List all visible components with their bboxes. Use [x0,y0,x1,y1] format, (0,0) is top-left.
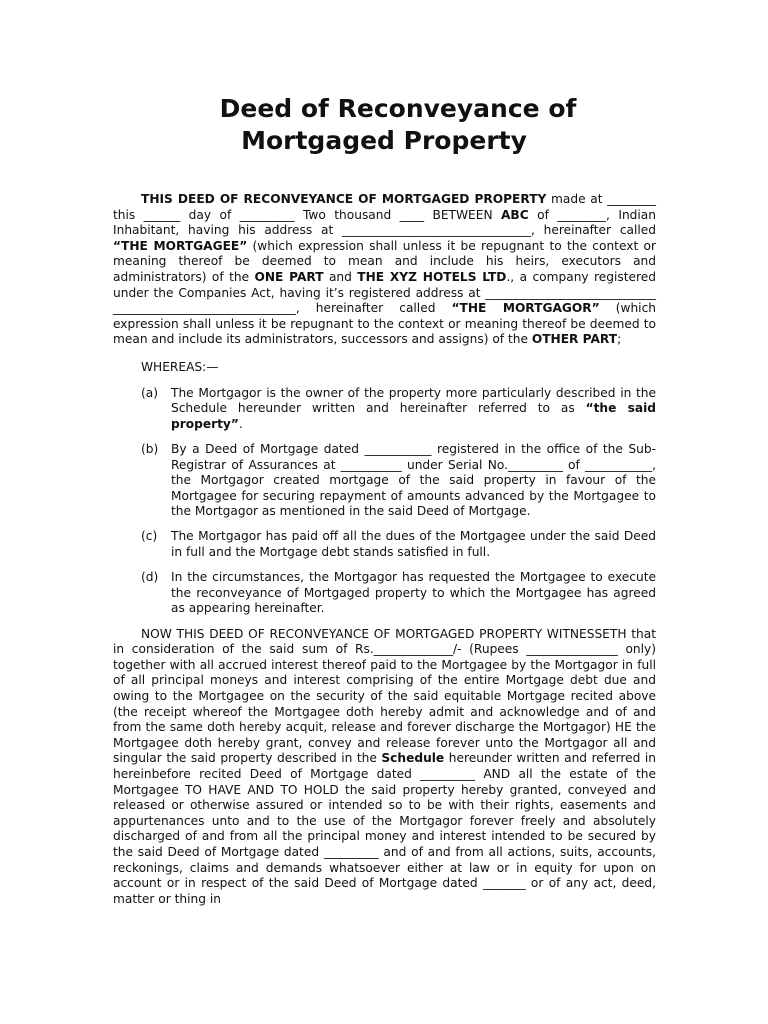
recital-d-label: (d) [141,570,159,585]
intro-text-2: of ________, Indian Inhabitant, having his address at _______________________________, hereinafter called [113,207,656,238]
other-part-term: OTHER PART [531,332,618,347]
intro-text-6: (which expression shall unless it be repugnant to the context or meaning thereof be deemed to mean and include its administrators, successors and assigns) of the [113,301,656,347]
recital-b-text: By a Deed of Mortgage dated ___________ registered in the office of the Sub-Registrar of Assurances at __________ under Serial No._________ of ___________, the Mortgagor created mortgage of the said property in favour of the Mortgagee for securing repayment of amounts advanced by the Mortgagee to the Mortgagor as mentioned in the said Deed of Mortgage. [171,441,656,519]
mortgagee-name: ABC [501,207,529,222]
intro-text-4: and [323,269,358,284]
recital-a [113,386,656,433]
intro-heading: THIS DEED OF RECONVEYANCE OF MORTGAGED PROPERTY [141,192,547,206]
intro-text-7: ; [617,332,622,347]
mortgagor-name: THE XYZ HOTELS LTD [357,269,507,284]
intro-paragraph [113,192,656,348]
recital-a-label: (a) [141,385,158,400]
recital-b-label: (b) [141,441,159,456]
intro-text-5: ., a company registered under the Companies Act, having it’s registered address at ____________________________ ______________________________, hereinafter called [113,269,656,316]
recital-d-text: In the circumstances, the Mortgagor has requested the Mortgagee to execute the reconveyance of Mortgaged property to which the Mortgagee has agreed as appearing hereinafter. [171,570,656,616]
recital-b [113,442,656,520]
schedule-term: Schedule [381,751,445,766]
recital-d [113,570,656,617]
recital-a-text-2: . [238,416,243,431]
intro-text-1: made at ________ this ______ day of _________ Two thousand ____ BETWEEN [113,192,656,222]
mortgagee-defined-term: “THE MORTGAGEE” [113,238,248,253]
whereas-heading: WHEREAS:— [141,359,219,374]
witnesseth-paragraph [113,627,656,908]
recitals-list [113,386,656,618]
one-part-term: ONE PART [254,269,324,284]
title-line-1: Deed of Reconveyance of [219,94,577,123]
title-line-2: Mortgaged Property [241,126,527,155]
witnesseth-text-1: NOW THIS DEED OF RECONVEYANCE OF MORTGAGED PROPERTY WITNESSETH that in consideration of the said sum of Rs._____________/- (Rupees _______________ only) together with all accrued interest thereof paid to the Mortgagee by the Mortgagor in full of all principal moneys and interest comprising of the entire Mortgage debt due and owing to the Mortgagee on the security of the said equitable Mortgage recited above (the receipt whereof the Mortgagee doth hereby admit and acknowledge and of and from the same doth hereby acquit, release and forever discharge the Mortgagor) HE the Mortgagee doth hereby grant, convey and release forever unto the Mortgagor all and singular the said property described in the [113,626,656,766]
recital-c [113,529,656,560]
document-body [113,192,656,907]
recital-c-text: The Mortgagor has paid off all the dues of the Mortgagee under the said Deed in full and the Mortgage debt stands satisfied in full. [171,529,656,560]
witnesseth-text-2: hereunder written and referred in hereinbefore recited Deed of Mortgage dated _________ AND all the estate of the Mortgagee TO HAVE AND TO HOLD the said property hereby granted, conveyed and released or otherwise assured or intended so to be with their rights, easements and appurtenances unto and to the use of the Mortgagor forever freely and absolutely discharged of and from all the principal money and interest intended to be secured by the said Deed of Mortgage dated _________ and of and from all actions, suits, accounts, reckonings, claims and demands whatsoever either at law or in equity for upon on account or in respect of the said Deed of Mortgage dated _______ or of any act, deed, matter or thing in [113,751,657,906]
said-property-term: “the said property” [171,401,656,431]
mortgagor-defined-term: “THE MORTGAGOR” [451,301,600,316]
intro-text-3: (which expression shall unless it be repugnant to the context or meaning thereof be deemed to mean and include his heirs, executors and administrators) of the [113,238,656,284]
recital-a-text-1: The Mortgagor is the owner of the property more particularly described in the Schedule hereunder written and hereinafter referred to as [171,385,656,416]
recital-c-label: (c) [141,529,158,544]
